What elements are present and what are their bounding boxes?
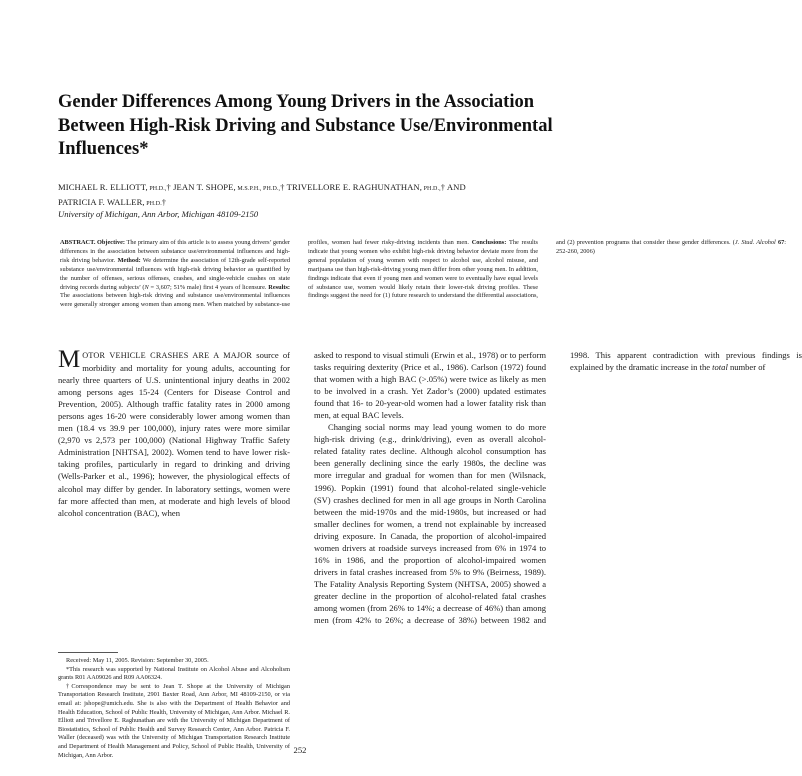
author-degree: PH.D. — [144, 201, 162, 207]
body-text: Changing social norms may lead young women to do more high-risk driving (e.g., drink/driving), even as overall alcohol-related fatality rates decline. Although alcohol consumption has been generally declining since the early 1980s, the decline was more irregular and gradual for women than for men (Wilsnack, 1996). Popkin (1991) found that alcohol-related single-vehicle (SV) crashes declined for men in all age groups in North Carolina between the mid-1970s and the mid-1980s, but increased or had smaller declines for women, a trend not explainable by increased driving exposure. In Canada, the proportion of alcohol-impaired women drivers at roadside surveys increased from 6% in 1974 to 16% in 1986, and the proportion of alcohol-impaired women drivers in fatal crashes increased from 5% to 9% (Beirness, 1989). The Fatality Analysis Reporting System (NHTSA, 2005) showed a greater decline in the proportion of alcohol-related fatal crashes among women (from 26% to 14%; a decrease of 46%) than among men (from 42% to 26%; a decrease of 38%) between 1982 and 1998. This apparent contradiction with previous findings is explained by the dramatic increase in the — [314, 350, 802, 626]
abstract-results-label: Results: — [266, 283, 290, 291]
abstract-conclusions: The results indicate that young women who exhibit high-risk driving behavior deviate more from the general population of young women with respect to alcohol use, alcohol misuse, and marijuana use than high-risk-driving young men differ from other young men. In addition, findings indicate that even if young men and women were to eventually have equal levels of substance use, women would likely retain their lower-risk driving profiles. These findings suggest the need for (1) future research to understand the differential associations, and (2) prevention programs that consider these gender differences. ( — [308, 239, 735, 300]
abstract-method: We determine the association of 12th-grade self-reported substance use/environmental influences with high-risk driving behavior as quantified by the number of offenses, serious offenses, crashes, and single-vehicle crashes on state driving records during subjects’ ( — [60, 256, 290, 291]
author-mark: † — [280, 182, 287, 192]
affiliation: University of Michigan, Ann Arbor, Michigan 48109-2150 — [58, 209, 259, 219]
body-paragraph: asked to respond to visual stimuli (Erwin et al., 1978) or to perform tasks requiring dexterity (Price et al., 1986). Carlson (1972) found that women with a high BAC (>.05%) were twice as likely as men to be involved in a crash. Yet Zador’s (2000) updated estimates found that 16- to 20-year-old women had a lower fatality risk than men, at equal BAC levels. — [314, 350, 546, 421]
author-mark: † — [161, 197, 167, 207]
body-text: number of — [727, 362, 766, 373]
body-text: source of morbidity and mortality for young adults, accounting for nearly three quarters of U.S. unintentional injury deaths in 2002 among persons ages 15-24 (Centers for Disease Control and Prevention, 2005). Although traffic fatality rates in 2000 among persons ages 16-20 were considerably lower among women than men (18.4 vs 39.9 per 100,000), injury rates were more similar (2,970 vs 2,573 per 100,000) (National Highway Traffic Safety Administration [NHTSA], 2002). Women tend to have lower risk-taking profiles, particularly in regard to drinking and driving (Wells-Parker et al., 1996); however, the physiological effects of alcohol may differ by gender. In laboratory settings, women were far more affected than men, at moderate and high levels of blood alcohol concentration (BAC), when — [58, 350, 290, 518]
author-degree: PH.D., — [147, 186, 167, 192]
article-body — [58, 346, 802, 649]
article-title: Gender Differences Among Young Drivers in the Association Between High-Risk Driving and Substance Use/Environmental Influences* — [58, 92, 553, 159]
abstract-conclusions-label: Conclusions: — [468, 239, 507, 246]
author-mark: † — [166, 182, 174, 192]
author-name: PATRICIA F. WALLER, — [58, 197, 145, 207]
author-degree: PH.D., — [421, 186, 441, 192]
abstract-results: The associations between high-risk driving and substance use/environmental influences were generally stronger among women than among men. When matched by substance-use profiles, women had fewer risky-driving incidents than men. — [60, 239, 469, 309]
page-number: 252 — [293, 745, 307, 755]
abstract-citation-rest: : 252-260, 2006) — [556, 239, 786, 255]
abstract-citation-volume: 67 — [775, 239, 785, 246]
footnote-rule — [58, 652, 118, 653]
abstract-method-label: Method: — [115, 256, 141, 264]
author-name: MICHAEL R. ELLIOTT, — [58, 182, 148, 192]
author-list — [58, 181, 558, 211]
drop-cap: M — [58, 346, 81, 373]
author-name: TRIVELLORE E. RAGHUNATHAN, — [286, 182, 422, 192]
abstract-objective: The primary aim of this article is to assess young drivers’ gender differences in the association between substance use/environmental influences and high-risk driving behavior. — [60, 239, 290, 264]
footnote-correspondence: †Correspondence may be sent to Jean T. Shope at the University of Michigan Transportation Research Institute, 2901 Baxter Road, Ann Arbor, MI 48109-2150, or via email at: jshope@umich.edu. She is also with the Department of Health Behavior and Health Education, School of Public Health, University of Michigan, Ann Arbor. Michael R. Elliott and Trivellore E. Raghunathan are with the University of Michigan Department of Biostatistics, School of Public Health and Survey Research Center, Ann Arbor. Patricia F. Waller (deceased) was with the University of Michigan Transportation Research Institute and Department of Health Management and Policy, School of Public Health, University of Michigan, Ann Arbor. — [58, 682, 290, 759]
abstract — [60, 239, 786, 319]
body-italic: total — [712, 362, 728, 373]
footnote-support: *This research was supported by National Institute on Alcohol Abuse and Alcoholism grants R01 AA09026 and R09 AA06324. — [58, 665, 290, 682]
abstract-citation-journal: J. Stud. Alcohol — [734, 239, 776, 246]
abstract-n-symbol: N — [144, 283, 149, 291]
author-name: JEAN T. SHOPE, — [173, 182, 236, 192]
abstract-text — [60, 239, 786, 319]
opening-small-caps: OTOR VEHICLE CRASHES ARE A MAJOR — [82, 351, 253, 360]
abstract-method-cont: = 3,607; 51% male) first 4 years of licensure. — [148, 283, 267, 291]
footnote-received: Received: May 11, 2005. Revision: September 30, 2005. — [66, 657, 209, 664]
abstract-objective-label: ABSTRACT. Objective: — [60, 239, 125, 246]
body-paragraph — [58, 346, 290, 519]
author-mark: † AND — [440, 182, 466, 192]
author-degree: M.S.P.H., PH.D., — [235, 186, 281, 192]
